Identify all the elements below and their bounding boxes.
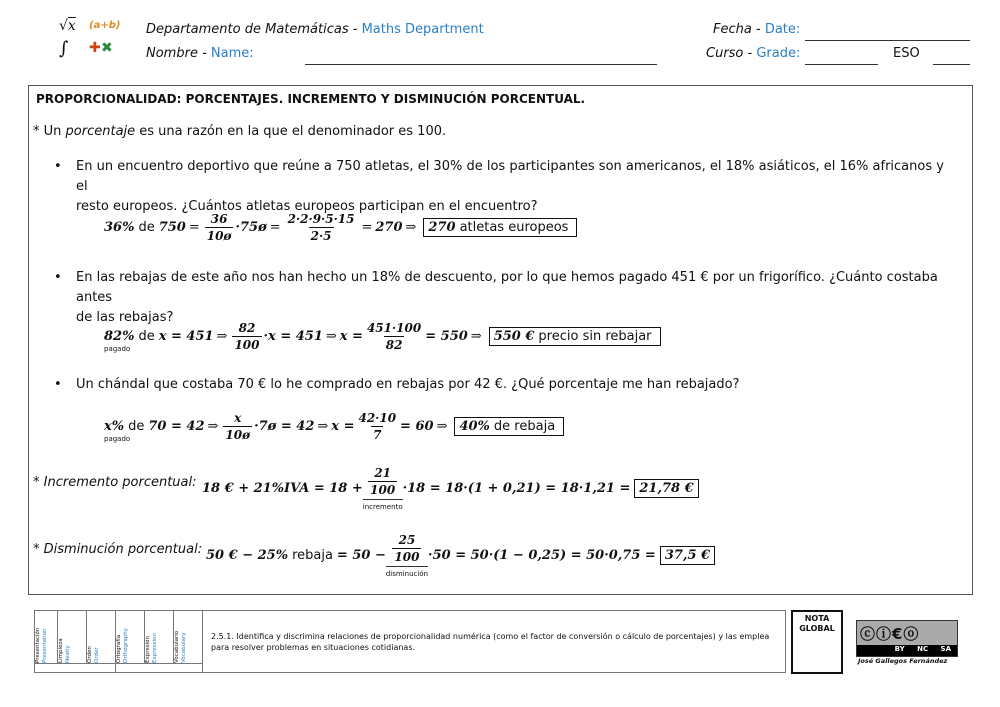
denominator: 10ø [206,229,232,243]
fraction [223,411,252,442]
score-cell-1[interactable] [35,664,116,673]
numerator: 2·2·9·5·15 [287,212,355,226]
operator: = [188,220,200,235]
math-term: = 550 [425,329,468,344]
denominator: 2·5 [310,229,332,243]
text-term: atletas europeos [459,220,569,235]
underbrace-label: incremento [363,499,403,511]
text-term: de [128,419,145,434]
fraction [232,321,261,352]
math-term: 18 € + 21%IVA = 18 + [202,481,363,496]
underbrace-group [386,533,428,578]
math-term: 550 € [493,329,535,344]
name-label: Nombre - Name: [146,46,254,61]
math-term: = 50 − [336,548,386,563]
text-term: de rebaja [493,419,556,434]
criterion-orthography: Ortografía Orthography [116,628,129,663]
author: José Gallegos Fernández [858,657,948,665]
math-term: ·x = 451 [263,329,323,344]
increment-label: * Incremento porcentual: [33,475,197,490]
math-term: x = [339,329,363,344]
group-field[interactable] [933,64,970,65]
global-grade-box[interactable]: NOTA GLOBAL [791,610,843,674]
definition: * Un porcentaje es una razón en la que el denominador es 100. [33,124,447,139]
numerator: 42·10 [358,411,397,425]
math-term: 750 [158,220,186,235]
formula-1 [104,212,577,243]
underbrace-label: disminución [386,566,428,578]
decrease-label: * Disminución porcentual: [33,542,203,557]
numerator: 21 [374,466,392,480]
denominator: 100 [394,550,420,564]
problem-3: • Un chándal que costaba 70 € lo he comprado en rebajas por 42 €. ¿Qué porcentaje me han rebajado? [58,375,958,395]
math-term: 70 = 42 [148,419,205,434]
worksheet-title: PROPORCIONALIDAD: PORCENTAJES. INCREMENTO Y DISMINUCIÓN PORCENTUAL. [36,92,586,106]
numerator: 82 [238,321,256,335]
math-term: x% pagado [104,419,131,443]
numerator: 451·100 [366,321,422,335]
fraction [368,466,397,497]
denominator: 100 [370,483,396,497]
term-note: pagado [104,345,131,353]
result-box [489,327,661,346]
operator: ⇒ [207,419,219,434]
formula-2 [104,321,661,352]
fraction [365,321,423,352]
underbrace-group [363,466,403,511]
name-field[interactable] [305,64,657,65]
operator: ⇒ [325,329,337,344]
math-term: 270 [375,220,403,235]
text-term: de [138,329,155,344]
text-term: precio sin rebajar [538,329,652,344]
criterion-expression: Expresión Expression [145,633,158,663]
math-term: x = 451 [158,329,214,344]
formula-decrease [206,533,715,578]
math-term: ·18 = 18·(1 + 0,21) = 18·1,21 = [402,481,631,496]
result-box [454,417,564,436]
logo: √x (a+b) ∫ ✚ ✖ [59,18,121,59]
denominator: 82 [385,338,403,352]
problem-1: • En un encuentro deportivo que reúne a 750 atletas, el 30% de los participantes son americanos, el 18% asiáticos, el 16% africanos y el resto europeos. ¿Cuántos atletas europeos participan en el encuentro? [58,157,958,217]
math-term: 40% [459,419,490,434]
score-cell-2[interactable] [116,664,203,673]
operator: ⇒ [436,419,448,434]
math-term: ·75ø [235,220,267,235]
term-note: pagado [104,435,131,443]
numerator: 25 [398,533,416,547]
result-box [660,546,715,565]
criterion-neatly: Limpieza Neatly [58,638,71,663]
math-term: ·50 = 50·(1 − 0,25) = 50·0,75 = [428,548,656,563]
math-term: 36% [104,220,135,235]
grade-label: Curso - Grade: [706,46,801,61]
problem-2: • En las rebajas de este año nos han hecho un 18% de descuento, por lo que hemos pagado 451 € por un frigorífico. ¿Cuánto costaba antes de las rebajas? [58,268,958,328]
math-term: x = [331,419,355,434]
criterion-vocabulary: Vocabulario Vocabulary [174,630,187,663]
text-term: rebaja [292,548,333,563]
math-term: 37,5 € [664,548,711,563]
fraction [205,212,234,243]
department: Departamento de Matemáticas - Maths Department [146,22,484,37]
operator: ⇒ [317,419,329,434]
formula-3 [104,411,564,442]
numerator: 36 [210,212,228,226]
date-field[interactable] [805,40,970,41]
math-term: = 60 [400,419,434,434]
criterion-order: Orden Order [87,646,100,663]
cc-license-badge: ⓒⓘ€ⓞ BY NC SA [856,620,958,657]
math-term: ·7ø = 42 [254,419,315,434]
level: ESO [893,46,920,61]
math-term: 270 [428,220,456,235]
numerator: x [234,411,242,425]
date-label: Fecha - Date: [713,22,801,37]
formula-increment [202,466,699,511]
fraction [392,533,421,564]
operator: ⇒ [405,220,417,235]
fraction [286,212,357,243]
operator: = [361,220,373,235]
math-term: 21,78 € [639,481,694,496]
operator: ⇒ [216,329,228,344]
denominator: 7 [373,428,382,442]
result-box [423,218,577,237]
criterion-presentation: Presentación Presentation [35,627,48,663]
text-term: de [138,220,155,235]
learning-standard: 2.5.1. Identifica y discrimina relaciones de proporcionalidad numérica (como el factor de conversión o cálculo de porcentajes) y las emplea para resolver problemas en situaciones cotidianas. [203,611,786,673]
evaluation-table [34,610,786,673]
denominator: 100 [234,338,260,352]
math-term: 50 € − 25% [206,548,289,563]
operator: ⇒ [470,329,482,344]
grade-field[interactable] [805,64,878,65]
fraction [356,411,398,442]
result-box [634,479,698,498]
denominator: 10ø [225,428,251,442]
operator: = [269,220,281,235]
math-term: 82% pagado [104,329,135,353]
